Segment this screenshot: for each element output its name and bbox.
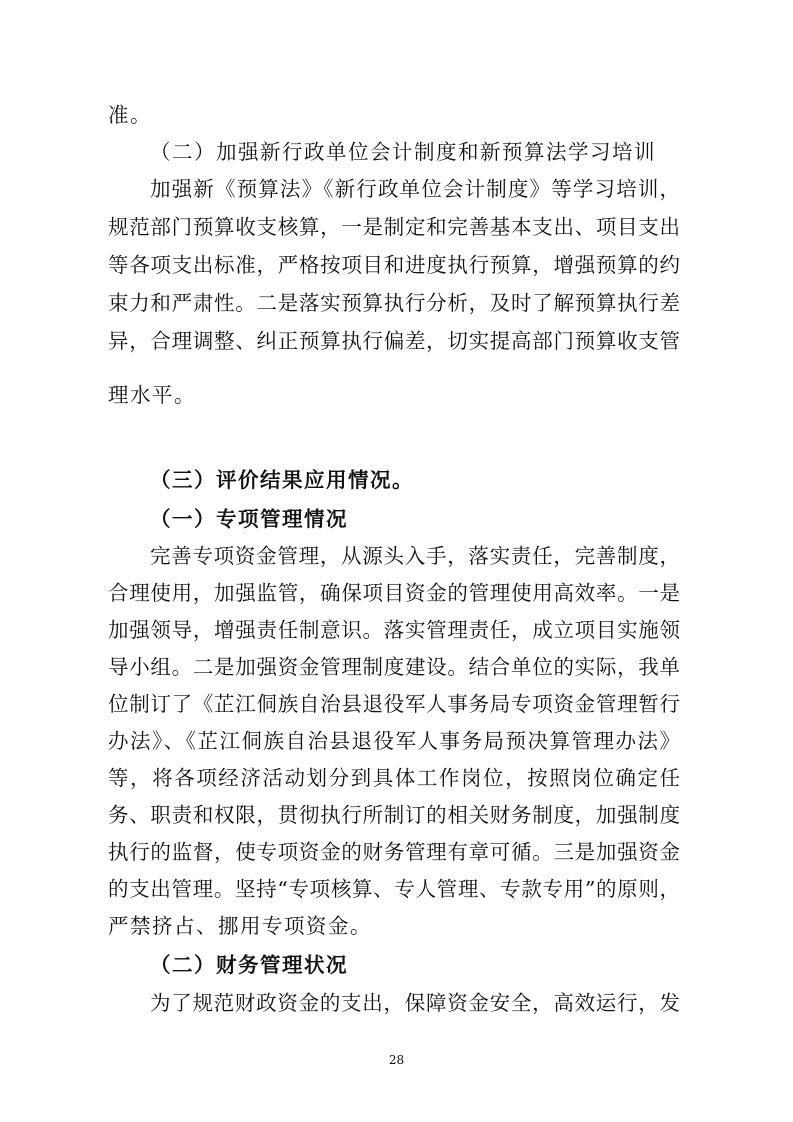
text-line: 的支出管理。坚持“专项核算、专人管理、专款专用”的原则，	[108, 877, 680, 901]
section-heading: （二）财务管理状况	[150, 953, 348, 977]
text-line: 束力和严肃性。二是落实预算执行分析，及时了解预算执行差	[108, 291, 680, 315]
text-line: 执行的监督，使专项资金的财务管理有章可循。三是加强资金	[108, 840, 680, 864]
text-line: 准。	[108, 103, 152, 127]
text-line: 导小组。二是加强资金管理制度建设。结合单位的实际，我单	[108, 655, 680, 679]
text-line: 严禁挤占、挪用专项资金。	[108, 914, 372, 938]
text-line: 办法》、《芷江侗族自治县退役军人事务局预决算管理办法》	[108, 729, 680, 753]
text-line: 规范部门预算收支核算，一是制定和完善基本支出、项目支出	[108, 215, 680, 239]
text-line: 完善专项资金管理，从源头入手，落实责任，完善制度，	[150, 544, 680, 568]
text-line: 等各项支出标准，严格按项目和进度执行预算，增强预算的约	[108, 253, 680, 277]
text-line: 异，合理调整、纠正预算执行偏差，切实提高部门预算收支管	[108, 329, 680, 353]
text-line: 位制订了《芷江侗族自治县退役军人事务局专项资金管理暂行	[108, 692, 680, 716]
section-heading: （一）专项管理情况	[150, 507, 348, 531]
text-line: 理水平。	[108, 383, 196, 407]
section-heading: （二）加强新行政单位会计制度和新预算法学习培训	[150, 140, 656, 164]
text-line: 为了规范财政资金的支出，保障资金安全，高效运行，发	[150, 991, 680, 1015]
text-line: 务、职责和权限，贯彻执行所制订的相关财务制度，加强制度	[108, 803, 680, 827]
text-line: 加强领导，增强责任制意识。落实管理责任，成立项目实施领	[108, 618, 680, 642]
section-heading: （三）评价结果应用情况。	[150, 468, 414, 492]
page-number: 28	[388, 1053, 405, 1067]
text-line: 合理使用，加强监管，确保项目资金的管理使用高效率。一是	[108, 581, 680, 605]
text-line: 等，将各项经济活动划分到具体工作岗位，按照岗位确定任	[108, 766, 680, 790]
text-line: 加强新《预算法》《新行政单位会计制度》等学习培训，	[150, 177, 680, 201]
